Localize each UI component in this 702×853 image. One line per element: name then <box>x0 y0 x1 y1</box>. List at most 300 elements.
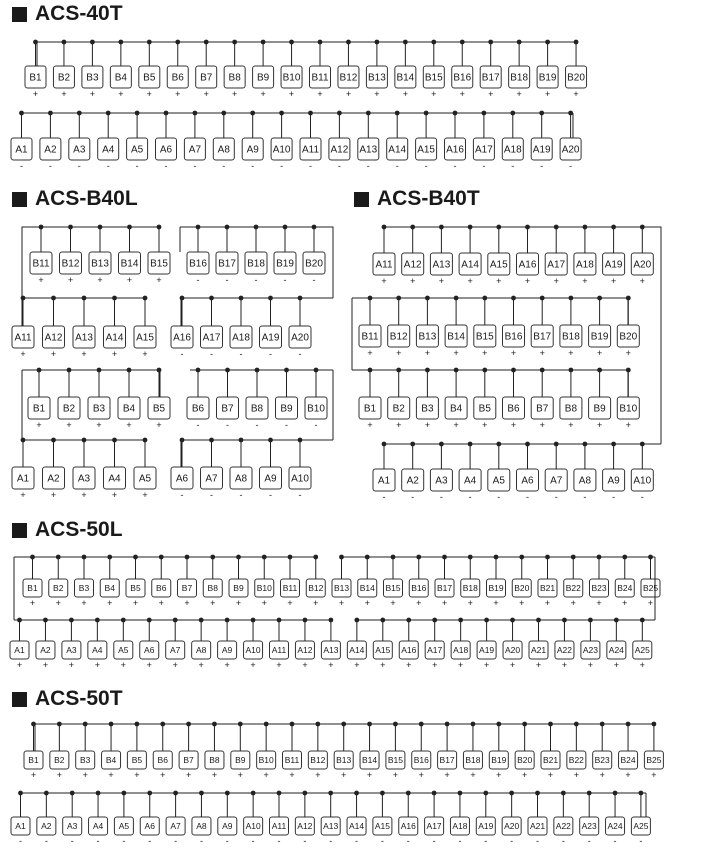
junction-dot <box>396 368 401 373</box>
polarity-sign: + <box>56 770 62 780</box>
polarity-sign: - <box>269 490 272 500</box>
terminal-label: B3 <box>421 403 434 415</box>
polarity-sign: - <box>48 161 52 171</box>
polarity-sign: - <box>309 161 312 171</box>
junction-dot <box>221 111 226 116</box>
polarity-sign: + <box>639 276 645 286</box>
polarity-sign: + <box>61 89 67 99</box>
polarity-sign: + <box>156 275 162 285</box>
junction-dot <box>431 40 436 45</box>
polarity-sign: + <box>82 770 88 780</box>
terminal-label: B14 <box>361 755 378 766</box>
terminal-label: A14 <box>105 332 124 344</box>
junction-dot <box>536 618 541 623</box>
terminal-label: B8 <box>209 755 220 766</box>
polarity-sign: + <box>582 276 588 286</box>
polarity-sign: - <box>554 492 558 502</box>
terminal-label: B16 <box>189 258 207 270</box>
polarity-sign: + <box>185 770 192 780</box>
polarity-sign: - <box>44 836 48 846</box>
polarity-sign: - <box>180 490 184 500</box>
polarity-sign: - <box>640 492 644 502</box>
junction-dot <box>147 40 152 45</box>
polarity-sign: + <box>596 598 602 608</box>
polarity-sign: + <box>587 660 594 670</box>
terminal-label: B6 <box>156 583 167 594</box>
terminal-label: A5 <box>118 645 129 656</box>
junction-dot <box>196 368 201 373</box>
terminal-label: A15 <box>136 332 154 344</box>
terminal-label: B8 <box>564 403 578 415</box>
junction-dot <box>442 555 447 560</box>
terminal-label: B3 <box>78 583 90 594</box>
polarity-sign: - <box>210 490 213 500</box>
terminal-label: B12 <box>61 258 80 270</box>
terminal-label: B17 <box>439 755 455 766</box>
polarity-sign: - <box>251 161 255 171</box>
terminal-label: A24 <box>608 645 624 656</box>
terminal-label: B6 <box>171 72 184 84</box>
terminal-label: B20 <box>305 258 323 270</box>
terminal-label: B13 <box>336 755 352 766</box>
junction-dot <box>303 618 308 623</box>
junction-dot <box>346 40 351 45</box>
polarity-sign: - <box>225 275 229 285</box>
terminal-label: B20 <box>517 755 533 766</box>
junction-dot <box>569 296 574 301</box>
polarity-sign: + <box>30 770 37 780</box>
polarity-sign: - <box>612 492 616 502</box>
polarity-sign: + <box>146 89 152 99</box>
polarity-sign: + <box>288 89 295 99</box>
terminal-label: A3 <box>77 473 91 485</box>
terminal-label: A14 <box>349 645 365 656</box>
terminal-label: B1 <box>29 72 42 84</box>
terminal-label: B16 <box>411 583 427 594</box>
junction-dot <box>454 296 459 301</box>
terminal-label: A4 <box>108 473 121 485</box>
junction-dot <box>640 442 645 447</box>
polarity-sign: + <box>175 89 181 99</box>
terminal-label: A16 <box>446 144 464 156</box>
polarity-sign: - <box>122 836 126 846</box>
junction-dot <box>561 791 566 796</box>
junction-dot <box>482 296 487 301</box>
junction-dot <box>354 618 359 623</box>
junction-dot <box>583 442 588 447</box>
junction-dot <box>539 111 544 116</box>
terminal-label: A1 <box>16 473 30 485</box>
terminal-label: B18 <box>562 331 580 343</box>
junction-dot <box>37 368 42 373</box>
junction-dot <box>209 296 214 301</box>
terminal-label: B20 <box>567 72 585 84</box>
polarity-sign: - <box>225 836 229 846</box>
polarity-sign: + <box>172 660 178 670</box>
terminal-label: B1 <box>32 403 46 415</box>
polarity-sign: - <box>312 275 316 285</box>
terminal-label: B4 <box>114 72 127 84</box>
polarity-sign: - <box>303 836 307 846</box>
junction-dot <box>82 296 87 301</box>
junction-dot <box>118 40 123 45</box>
polarity-sign: + <box>81 490 87 500</box>
junction-dot <box>554 442 559 447</box>
junction-dot <box>494 555 499 560</box>
polarity-sign: + <box>120 660 126 670</box>
junction-dot <box>597 296 602 301</box>
polarity-sign: + <box>211 770 218 780</box>
polarity-sign: + <box>289 770 295 780</box>
junction-dot <box>157 368 162 373</box>
terminal-label: B7 <box>181 583 193 594</box>
terminal-label: A4 <box>102 144 115 156</box>
terminal-label: A12 <box>297 821 313 832</box>
junction-dot <box>468 225 473 230</box>
junction-dot <box>127 368 132 373</box>
polarity-sign: + <box>441 598 448 608</box>
polarity-sign: + <box>482 420 488 430</box>
terminal-label: B4 <box>104 583 115 594</box>
polarity-sign: - <box>510 836 514 846</box>
terminal-label: A15 <box>374 821 390 832</box>
terminal-label: B10 <box>258 755 274 766</box>
junction-dot <box>225 791 230 796</box>
junction-dot <box>277 618 282 623</box>
junction-dot <box>519 555 524 560</box>
terminal-label: A9 <box>264 473 277 485</box>
polarity-sign: + <box>496 770 502 780</box>
polarity-sign: - <box>366 161 370 171</box>
polarity-sign: - <box>180 349 184 359</box>
polarity-sign: + <box>432 660 438 670</box>
polarity-sign: + <box>156 420 162 430</box>
junction-dot <box>122 791 127 796</box>
polarity-sign: - <box>20 161 23 171</box>
terminal-label: B14 <box>359 583 375 594</box>
polarity-sign: + <box>544 89 551 99</box>
polarity-sign: + <box>418 770 424 780</box>
terminal-label: A20 <box>504 645 521 656</box>
terminal-label: A1 <box>15 821 26 832</box>
terminal-label: B2 <box>54 755 65 766</box>
terminal-label: B10 <box>256 583 272 594</box>
polarity-sign: + <box>639 660 645 670</box>
terminal-label: A22 <box>555 821 571 832</box>
terminal-label: A12 <box>297 645 313 656</box>
terminal-label: B21 <box>542 755 559 766</box>
junction-dot <box>147 618 152 623</box>
polarity-sign: - <box>283 275 287 285</box>
junction-dot <box>583 225 588 230</box>
polarity-sign: + <box>573 89 579 99</box>
terminal-label: B14 <box>447 331 465 343</box>
junction-dot <box>204 40 209 45</box>
polarity-sign: - <box>196 275 200 285</box>
terminal-label: A4 <box>463 475 477 487</box>
junction-dot <box>509 791 514 796</box>
junction-dot <box>70 791 75 796</box>
junction-dot <box>545 40 550 45</box>
junction-dot <box>225 225 230 230</box>
junction-dot <box>160 722 165 727</box>
terminal-label: B5 <box>152 403 166 415</box>
junction-dot <box>239 438 244 443</box>
terminal-label: B13 <box>418 331 437 343</box>
terminal-label: A1 <box>377 475 391 487</box>
terminal-label: A11 <box>301 144 320 156</box>
junction-dot <box>251 791 256 796</box>
terminal-label: B2 <box>57 72 71 84</box>
polarity-sign: - <box>298 349 302 359</box>
junction-dot <box>314 368 319 373</box>
section-title-text: ACS-50T <box>35 687 123 710</box>
terminal-label: B12 <box>310 755 326 766</box>
polarity-sign: + <box>510 348 517 358</box>
junction-dot <box>540 368 545 373</box>
junction-dot <box>648 555 653 560</box>
polarity-sign: - <box>96 836 100 846</box>
terminal-label: B13 <box>333 583 350 594</box>
terminal-label: B23 <box>591 583 607 594</box>
polarity-sign: + <box>38 275 44 285</box>
terminal-label: A10 <box>245 645 261 656</box>
junction-dot <box>640 618 645 623</box>
terminal-label: B7 <box>536 403 549 415</box>
terminal-label: B19 <box>491 755 507 766</box>
terminal-label: A12 <box>330 144 349 156</box>
junction-dot <box>135 722 140 727</box>
junction-dot <box>613 791 618 796</box>
junction-dot <box>164 111 169 116</box>
polarity-sign: - <box>222 161 226 171</box>
polarity-sign: + <box>467 598 473 608</box>
polarity-sign: - <box>251 836 255 846</box>
polarity-sign: + <box>68 660 75 670</box>
junction-dot <box>525 442 530 447</box>
junction-dot <box>90 40 95 45</box>
junction-dot <box>460 40 465 45</box>
junction-dot <box>17 618 22 623</box>
terminal-label: A9 <box>246 144 259 156</box>
junction-dot <box>277 791 282 796</box>
junction-dot <box>268 438 273 443</box>
junction-dot <box>611 225 616 230</box>
junction-dot <box>159 555 164 560</box>
junction-dot <box>175 40 180 45</box>
polarity-sign: + <box>142 490 148 500</box>
junction-dot <box>173 791 178 796</box>
polarity-sign: + <box>509 660 516 670</box>
junction-dot <box>410 225 415 230</box>
terminal-label: A1 <box>14 645 25 656</box>
polarity-sign: + <box>424 348 431 358</box>
terminal-label: B1 <box>363 403 377 415</box>
terminal-label: B11 <box>284 755 300 766</box>
terminal-label: A8 <box>234 473 248 485</box>
polarity-sign: - <box>540 161 544 171</box>
polarity-sign: - <box>583 492 587 502</box>
polarity-sign: - <box>135 161 139 171</box>
junction-dot <box>199 791 204 796</box>
junction-dot <box>488 40 493 45</box>
junction-dot <box>393 722 398 727</box>
terminal-label: A16 <box>518 259 537 271</box>
terminal-label: B2 <box>392 403 405 415</box>
polarity-sign: + <box>599 770 605 780</box>
terminal-label: A19 <box>532 144 551 156</box>
terminal-label: B10 <box>619 403 638 415</box>
terminal-label: A7 <box>205 473 218 485</box>
polarity-sign: + <box>132 598 139 608</box>
junction-dot <box>445 722 450 727</box>
terminal-label: B18 <box>247 258 265 270</box>
polarity-sign: + <box>134 770 140 780</box>
polarity-sign: - <box>199 836 203 846</box>
terminal-label: A15 <box>375 645 391 656</box>
polarity-sign: + <box>568 420 574 430</box>
junction-dot <box>424 111 429 116</box>
polarity-sign: + <box>224 660 230 670</box>
junction-dot <box>468 555 473 560</box>
junction-dot <box>173 618 178 623</box>
polarity-sign: + <box>488 89 494 99</box>
junction-dot <box>588 618 593 623</box>
terminal-label: B7 <box>183 755 194 766</box>
junction-dot <box>574 722 579 727</box>
junction-dot <box>318 40 323 45</box>
terminal-label: A6 <box>175 473 189 485</box>
polarity-sign: - <box>497 492 501 502</box>
terminal-label: B6 <box>157 755 168 766</box>
polarity-sign: + <box>367 348 373 358</box>
polarity-sign: - <box>164 161 168 171</box>
junction-dot <box>196 225 201 230</box>
polarity-sign: + <box>261 598 267 608</box>
terminal-label: B5 <box>143 72 156 84</box>
junction-dot <box>496 722 501 727</box>
terminal-label: A17 <box>202 332 221 344</box>
junction-dot <box>525 225 530 230</box>
polarity-sign: - <box>526 492 529 502</box>
terminal-label: B2 <box>62 403 76 415</box>
terminal-label: B4 <box>122 403 136 415</box>
terminal-label: A18 <box>576 259 594 271</box>
polarity-sign: + <box>396 420 402 430</box>
polarity-sign: - <box>254 275 258 285</box>
polarity-sign: + <box>126 420 132 430</box>
terminal-label: A16 <box>173 332 191 344</box>
junction-dot <box>496 225 501 230</box>
terminal-label: B8 <box>250 403 264 415</box>
junction-dot <box>209 438 214 443</box>
junction-dot <box>96 791 101 796</box>
polarity-sign: - <box>174 836 178 846</box>
polarity-sign: + <box>380 660 386 670</box>
polarity-sign: + <box>29 598 36 608</box>
section-title-text: ACS-B40L <box>35 187 138 210</box>
terminal-label: B4 <box>449 403 463 415</box>
terminal-label: A13 <box>359 144 378 156</box>
terminal-label: A14 <box>388 144 407 156</box>
junction-dot <box>180 438 185 443</box>
polarity-sign: + <box>573 770 579 780</box>
polarity-sign: - <box>280 161 284 171</box>
junction-dot <box>279 111 284 116</box>
junction-dot <box>574 40 579 45</box>
polarity-sign: + <box>313 598 319 608</box>
polarity-sign: - <box>406 836 410 846</box>
terminal-label: B20 <box>514 583 530 594</box>
terminal-label: A5 <box>138 473 152 485</box>
polarity-sign: - <box>536 836 539 846</box>
junction-dot <box>639 791 644 796</box>
terminal-label: A22 <box>556 645 573 656</box>
junction-dot <box>600 722 605 727</box>
terminal-label: B2 <box>53 583 64 594</box>
terminal-label: A8 <box>196 821 207 832</box>
terminal-label: A6 <box>521 475 534 487</box>
polarity-sign: + <box>381 276 387 286</box>
polarity-sign: + <box>539 420 545 430</box>
terminal-label: B15 <box>150 258 168 270</box>
polarity-sign: + <box>81 349 87 359</box>
polarity-sign: + <box>568 348 574 358</box>
junction-dot <box>21 438 26 443</box>
terminal-label: B22 <box>568 755 584 766</box>
junction-dot <box>571 555 576 560</box>
terminal-label: A6 <box>144 645 155 656</box>
polarity-sign: + <box>111 490 118 500</box>
junction-dot <box>62 40 67 45</box>
terminal-label: A2 <box>44 144 57 156</box>
junction-dot <box>597 368 602 373</box>
terminal-label: A10 <box>272 144 291 156</box>
polarity-sign: - <box>613 836 617 846</box>
junction-dot <box>43 618 48 623</box>
terminal-label: A13 <box>75 332 93 344</box>
junction-dot <box>83 722 88 727</box>
polarity-sign: + <box>146 660 152 670</box>
terminal-label: A2 <box>406 475 419 487</box>
polarity-sign: - <box>193 161 197 171</box>
terminal-label: B12 <box>339 72 358 84</box>
terminal-label: B13 <box>368 72 386 84</box>
junction-dot <box>268 296 273 301</box>
terminal-label: B9 <box>280 403 293 415</box>
polarity-sign: + <box>416 598 422 608</box>
terminal-label: A21 <box>530 645 547 656</box>
polarity-sign: + <box>81 598 87 608</box>
polarity-sign: + <box>470 770 476 780</box>
junction-dot <box>186 722 191 727</box>
terminal-label: A19 <box>261 332 280 344</box>
polarity-sign: + <box>108 770 114 780</box>
terminal-label: A4 <box>92 821 104 832</box>
terminal-label: B17 <box>481 72 500 84</box>
polarity-sign: + <box>402 89 408 99</box>
junction-dot <box>238 722 243 727</box>
junction-dot <box>225 618 230 623</box>
junction-dot <box>614 618 619 623</box>
terminal-label: B12 <box>308 583 324 594</box>
polarity-sign: - <box>380 836 384 846</box>
polarity-sign: + <box>260 89 266 99</box>
terminal-label: B11 <box>361 331 379 343</box>
polarity-sign: + <box>625 348 631 358</box>
junction-dot <box>264 722 269 727</box>
terminal-label: A7 <box>550 475 563 487</box>
